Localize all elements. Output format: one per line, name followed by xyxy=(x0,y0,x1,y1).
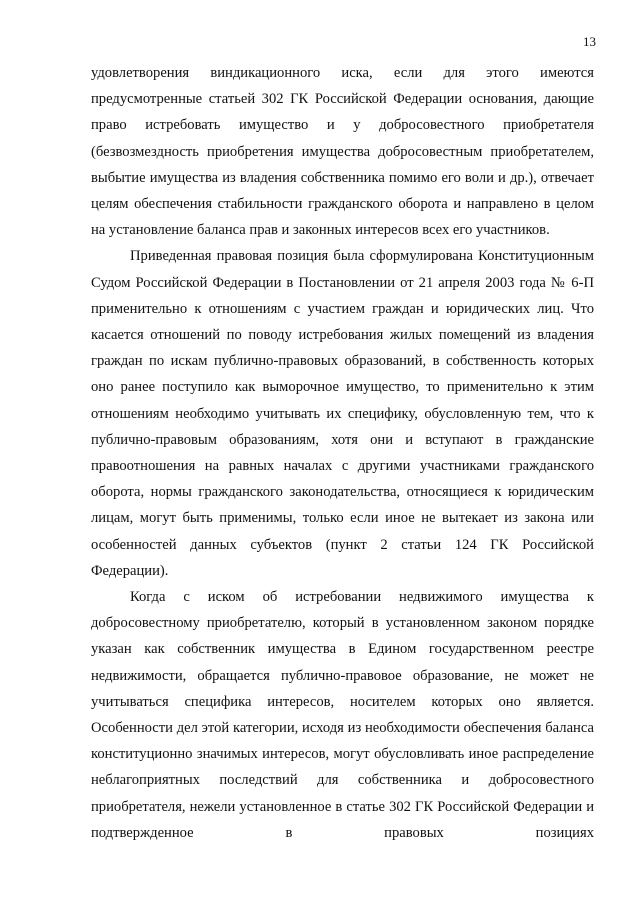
paragraph-2: Приведенная правовая позиция была сформулирована Конституционным Судом Российской Федерации в Постановлении от 21 апреля 2003 года № 6-П применительно к отношениям с участием граждан и юридических лиц. Что касается отношений по поводу истребования жилых помещений из владения граждан по искам публично-правовых образований, в собственность которых оно ранее поступило как выморочное имущество, то применительно к этим отношениям необходимо учитывать их специфику, обусловленную тем, что к публично-правовым образованиям, хотя они и вступают в гражданские правоотношения на равных началах с другими участниками гражданского оборота, нормы гражданского законодательства, относящиеся к юридическим лицам, могут быть применимы, только если иное не вытекает из закона или особенностей данных субъектов (пункт 2 статьи 124 ГК Российской Федерации). xyxy=(91,248,594,579)
document-body xyxy=(91,60,594,846)
paragraph-3: Когда с иском об истребовании недвижимого имущества к добросовестному приобретателю, который в установленном законом порядке указан как собственник имущества в Едином государственном реестре недвижимости, обращается публично-правовое образование, не может не учитываться специфика интересов, носителем которых оно является. Особенности дел этой категории, исходя из необходимости обеспечения баланса конституционно значимых интересов, могут обусловливать иное распределение неблагоприятных последствий для собственника и добросовестного приобретателя, нежели установленное в статье 302 ГК Российской Федерации и подтвержденное в правовых позициях xyxy=(91,589,594,841)
page-number: 13 xyxy=(583,34,596,49)
paragraph-1: удовлетворения виндикационного иска, если для этого имеются предусмотренные статьей 302 ГК Российской Федерации основания, дающие право истребовать имущество и у добросовестного приобретателя (безвозмездность приобретения имущества добросовестным приобретателем, выбытие имущества из владения собственника помимо его воли и др.), отвечает целям обеспечения стабильности гражданского оборота и направлено в целом на установление баланса прав и законных интересов всех его участников. xyxy=(91,65,594,239)
